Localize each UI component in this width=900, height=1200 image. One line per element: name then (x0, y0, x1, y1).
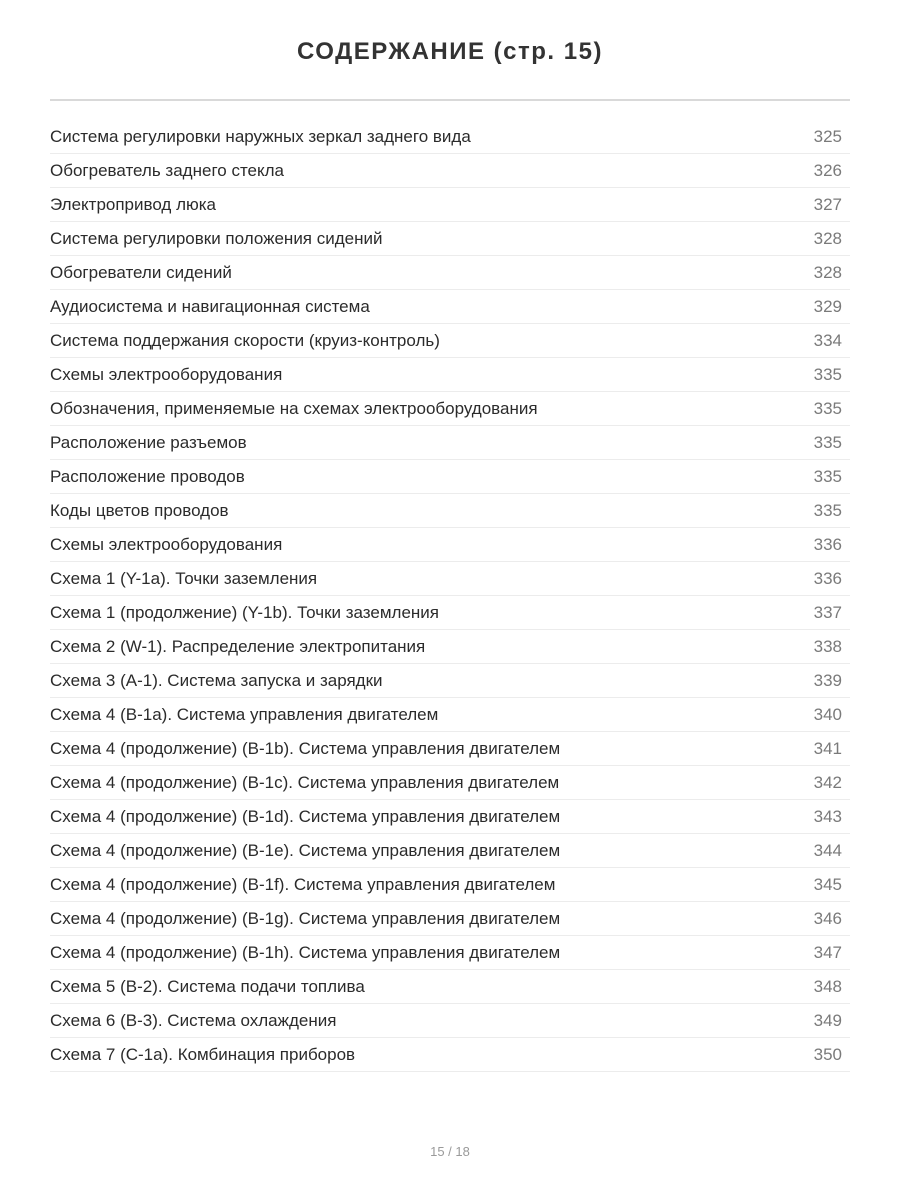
toc-entry[interactable] (50, 936, 850, 970)
toc-entry-page: 344 (813, 840, 842, 860)
toc-entry-title: Обогреватели сидений (50, 262, 232, 282)
toc-entry[interactable] (50, 222, 850, 256)
toc-entry-page: 338 (813, 636, 842, 656)
toc-entry-page: 339 (813, 670, 842, 690)
toc-entry-page: 335 (813, 500, 842, 520)
toc-entry[interactable] (50, 800, 850, 834)
toc-entry-page: 326 (813, 160, 842, 180)
toc-entry[interactable] (50, 358, 850, 392)
toc-entry[interactable] (50, 902, 850, 936)
toc-entry[interactable] (50, 970, 850, 1004)
toc-entry-page: 329 (813, 296, 842, 316)
toc-entry[interactable] (50, 664, 850, 698)
toc-entry-title: Система регулировки наружных зеркал заднего вида (50, 126, 471, 146)
toc-entry-page: 341 (813, 738, 842, 758)
toc-entry[interactable] (50, 868, 850, 902)
toc-entry-title: Схема 4 (продолжение) (B-1g). Система управления двигателем (50, 908, 561, 928)
toc-entry-page: 337 (813, 602, 842, 622)
toc-entry-title: Схема 1 (продолжение) (Y-1b). Точки заземления (50, 602, 439, 622)
toc-entry-page: 347 (813, 942, 842, 962)
toc-entry-page: 328 (813, 228, 842, 248)
toc-entry-title: Электропривод люка (50, 194, 217, 214)
toc-entry-title: Система регулировки положения сидений (50, 228, 383, 248)
toc-entry-title: Схема 4 (B-1a). Система управления двигателем (50, 704, 439, 724)
page-title: СОДЕРЖАНИЕ (стр. 15) (297, 38, 603, 65)
toc-entry-title: Расположение проводов (50, 466, 245, 486)
toc-entry[interactable] (50, 256, 850, 290)
toc-entry-title: Схема 4 (продолжение) (B-1h). Система управления двигателем (50, 942, 561, 962)
toc-entry[interactable] (50, 562, 850, 596)
toc-entry[interactable] (50, 324, 850, 358)
toc-list (50, 120, 850, 1072)
toc-entry-page: 340 (813, 704, 842, 724)
toc-entry[interactable] (50, 528, 850, 562)
toc-entry[interactable] (50, 154, 850, 188)
toc-entry-page: 348 (813, 976, 842, 996)
toc-entry-page: 335 (813, 432, 842, 452)
toc-entry-page: 342 (813, 772, 842, 792)
toc-entry-page: 335 (813, 398, 842, 418)
toc-entry-page: 350 (813, 1044, 842, 1064)
toc-entry-page: 335 (813, 466, 842, 486)
toc-entry[interactable] (50, 698, 850, 732)
toc-entry-title: Аудиосистема и навигационная система (50, 296, 370, 316)
toc-entry[interactable] (50, 732, 850, 766)
toc-entry-title: Схема 2 (W-1). Распределение электропитания (50, 636, 426, 656)
toc-entry-page: 346 (813, 908, 842, 928)
toc-entry[interactable] (50, 834, 850, 868)
toc-entry-title: Схемы электрооборудования (50, 364, 283, 384)
toc-entry-title: Схема 4 (продолжение) (B-1f). Система управления двигателем (50, 874, 556, 894)
toc-entry-page: 335 (813, 364, 842, 384)
toc-entry[interactable] (50, 630, 850, 664)
toc-entry-title: Схема 4 (продолжение) (B-1c). Система управления двигателем (50, 772, 560, 792)
toc-entry-page: 336 (813, 568, 842, 588)
toc-entry-page: 349 (813, 1010, 842, 1030)
toc-entry[interactable] (50, 1004, 850, 1038)
toc-entry[interactable] (50, 290, 850, 324)
toc-entry-title: Схема 7 (C-1a). Комбинация приборов (50, 1044, 356, 1064)
toc-entry-title: Схема 3 (A-1). Система запуска и зарядки (50, 670, 383, 690)
toc-entry[interactable] (50, 426, 850, 460)
toc-entry[interactable] (50, 766, 850, 800)
toc-entry-page: 325 (813, 126, 842, 146)
toc-entry-title: Схема 1 (Y-1a). Точки заземления (50, 568, 318, 588)
toc-entry-title: Система поддержания скорости (круиз-контроль) (50, 330, 440, 350)
toc-entry-title: Схема 6 (B-3). Система охлаждения (50, 1010, 337, 1030)
toc-entry-title: Коды цветов проводов (50, 500, 229, 520)
toc-entry-title: Схема 4 (продолжение) (B-1b). Система управления двигателем (50, 738, 561, 758)
toc-entry-page: 345 (813, 874, 842, 894)
toc-entry-page: 336 (813, 534, 842, 554)
toc-entry[interactable] (50, 188, 850, 222)
toc-entry-title: Схема 4 (продолжение) (B-1e). Система управления двигателем (50, 840, 561, 860)
toc-entry[interactable] (50, 1038, 850, 1072)
toc-entry[interactable] (50, 596, 850, 630)
page-indicator: 15 / 18 (430, 1144, 470, 1159)
toc-entry-title: Расположение разъемов (50, 432, 247, 452)
toc-entry-title: Схема 4 (продолжение) (B-1d). Система управления двигателем (50, 806, 561, 826)
toc-entry-page: 328 (813, 262, 842, 282)
title-divider (50, 99, 850, 101)
toc-entry-page: 343 (813, 806, 842, 826)
toc-entry-title: Обозначения, применяемые на схемах электрооборудования (50, 398, 538, 418)
toc-entry[interactable] (50, 460, 850, 494)
toc-entry-page: 334 (813, 330, 842, 350)
toc-entry-title: Схема 5 (B-2). Система подачи топлива (50, 976, 365, 996)
toc-entry[interactable] (50, 392, 850, 426)
toc-entry-title: Схемы электрооборудования (50, 534, 283, 554)
toc-entry[interactable] (50, 120, 850, 154)
toc-entry[interactable] (50, 494, 850, 528)
toc-entry-title: Обогреватель заднего стекла (50, 160, 284, 180)
toc-entry-page: 327 (813, 194, 842, 214)
